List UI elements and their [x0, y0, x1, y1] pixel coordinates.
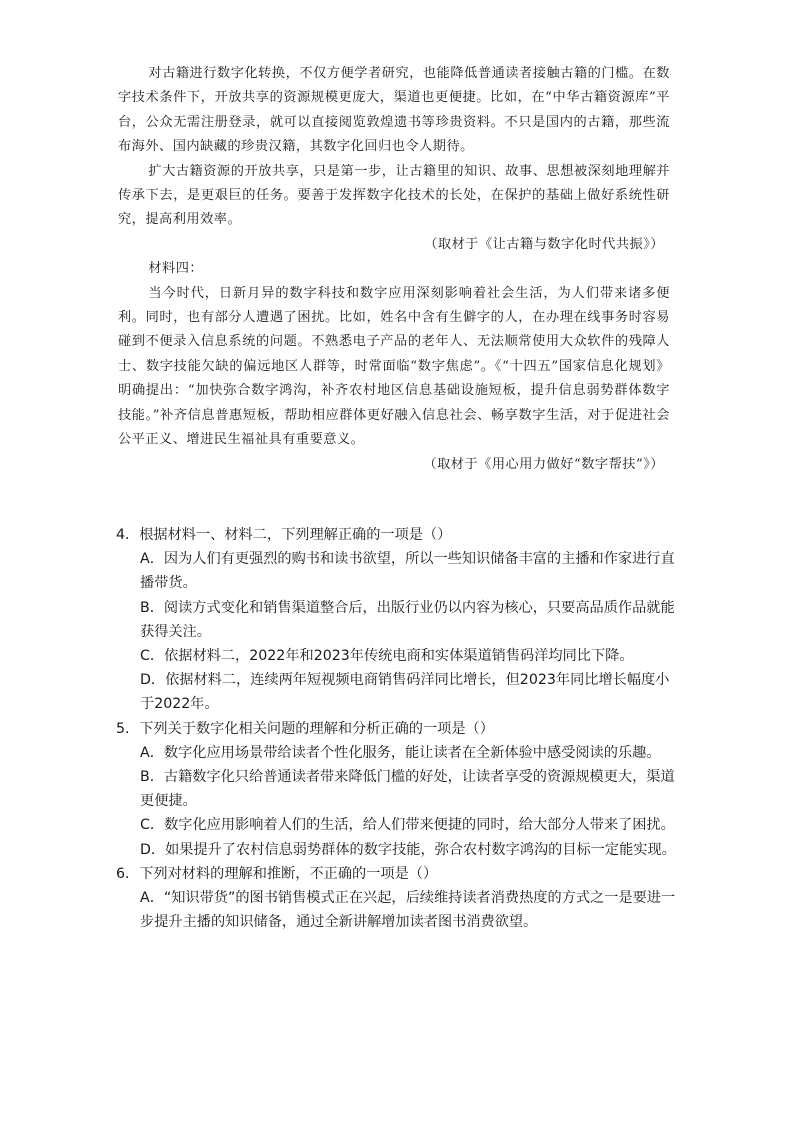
option-b: B．古籍数字化只给普通读者带来降低门槛的好处，让读者享受的资源规模更大，渠道更便捷。 [140, 769, 675, 810]
question-stem: 5．下列关于数字化相关问题的理解和分析正确的一项是（） [116, 720, 494, 737]
option-b: B．阅读方式变化和销售渠道整合后，出版行业仍以内容为核心，只要高品质作品就能获得关注。 [140, 599, 675, 640]
passage-paragraph: 对古籍进行数字化转换，不仅方便学者研究，也能降低普通读者接触古籍的门槛。在数字技术条件下，开放共享的资源规模更庞大，渠道也更便捷。比如，在“中华古籍资源库”平台，公众无需注册登录，就可以直接阅览敦煌遗书等珍贵资料。不只是国内的古籍，那些流布海外、国内缺藏的珍贵汉籍，其数字化回归也令人期待。 [118, 66, 670, 155]
option-c: C．数字化应用影响着人们的生活，给人们带来便捷的同时，给大部分人带来了困扰。 [140, 817, 675, 834]
passage-paragraph: 当今时代，日新月异的数字科技和数字应用深刻影响着社会生活，为人们带来诸多便利。同时，也有部分人遭遇了困扰。比如，姓名中含有生僻字的人，在办理在线事务时容易碰到不便录入信息系统的问题。不熟悉电子产品的老年人、无法顺常使用大众软件的残障人士、数字技能欠缺的偏远地区人群等，时常面临“数字焦虑”。《“十四五”国家信息化规划》明确提出：“加快弥合数字鸿沟，补齐农村地区信息基础设施短板，提升信息弱势群体数字技能。”补齐信息普惠短板，帮助相应群体更好融入信息社会、畅享数字生活，对于促进社会公平正义、增进民生福祉具有重要意义。 [118, 285, 670, 448]
question-stem: 4．根据材料一、材料二，下列理解正确的一项是（） [116, 527, 452, 543]
source-citation: （取材于《让古籍与数字化时代共振》） [424, 236, 664, 252]
source-citation: （取材于《用心用力做好“数字帮扶”》） [423, 456, 664, 472]
passage-paragraph: 扩大古籍资源的开放共享，只是第一步，让古籍里的知识、故事、思想被深刻地理解并传承下去，是更艰巨的任务。要善于发挥数字化技术的长处，在保护的基础上做好系统性研究，提高利用效率。 [118, 163, 670, 228]
option-a: A．“知识带货”的图书销售模式正在兴起，后续维持读者消费热度的方式之一是要进一步提升主播的知识储备，通过全新讲解增加读者图书消费欲望。 [140, 890, 676, 931]
question-list [116, 523, 676, 934]
option-c: C．依据材料二，2022年和2023年传统电商和实体渠道销售码洋均同比下降。 [140, 648, 634, 665]
option-d: D．依据材料二，连续两年短视频电商销售码洋同比增长，但2023年同比增长幅度小于2022年。 [140, 672, 670, 713]
question-stem: 6．下列对材料的理解和推断，不正确的一项是（） [116, 865, 438, 882]
question-6 [116, 862, 676, 935]
material-label: 材料四： [148, 261, 204, 277]
question-5 [116, 717, 676, 862]
option-d: D．如果提升了农村信息弱势群体的数字技能，弥合农村数字鸿沟的目标一定能实现。 [140, 841, 676, 858]
question-4 [116, 523, 676, 717]
option-a: A．因为人们有更强烈的购书和读书欲望，所以一些知识储备丰富的主播和作家进行直播带货。 [140, 551, 675, 592]
reading-passage [118, 62, 670, 477]
option-a: A．数字化应用场景带给读者个性化服务，能让读者在全新体验中感受阅读的乐趣。 [140, 744, 661, 761]
